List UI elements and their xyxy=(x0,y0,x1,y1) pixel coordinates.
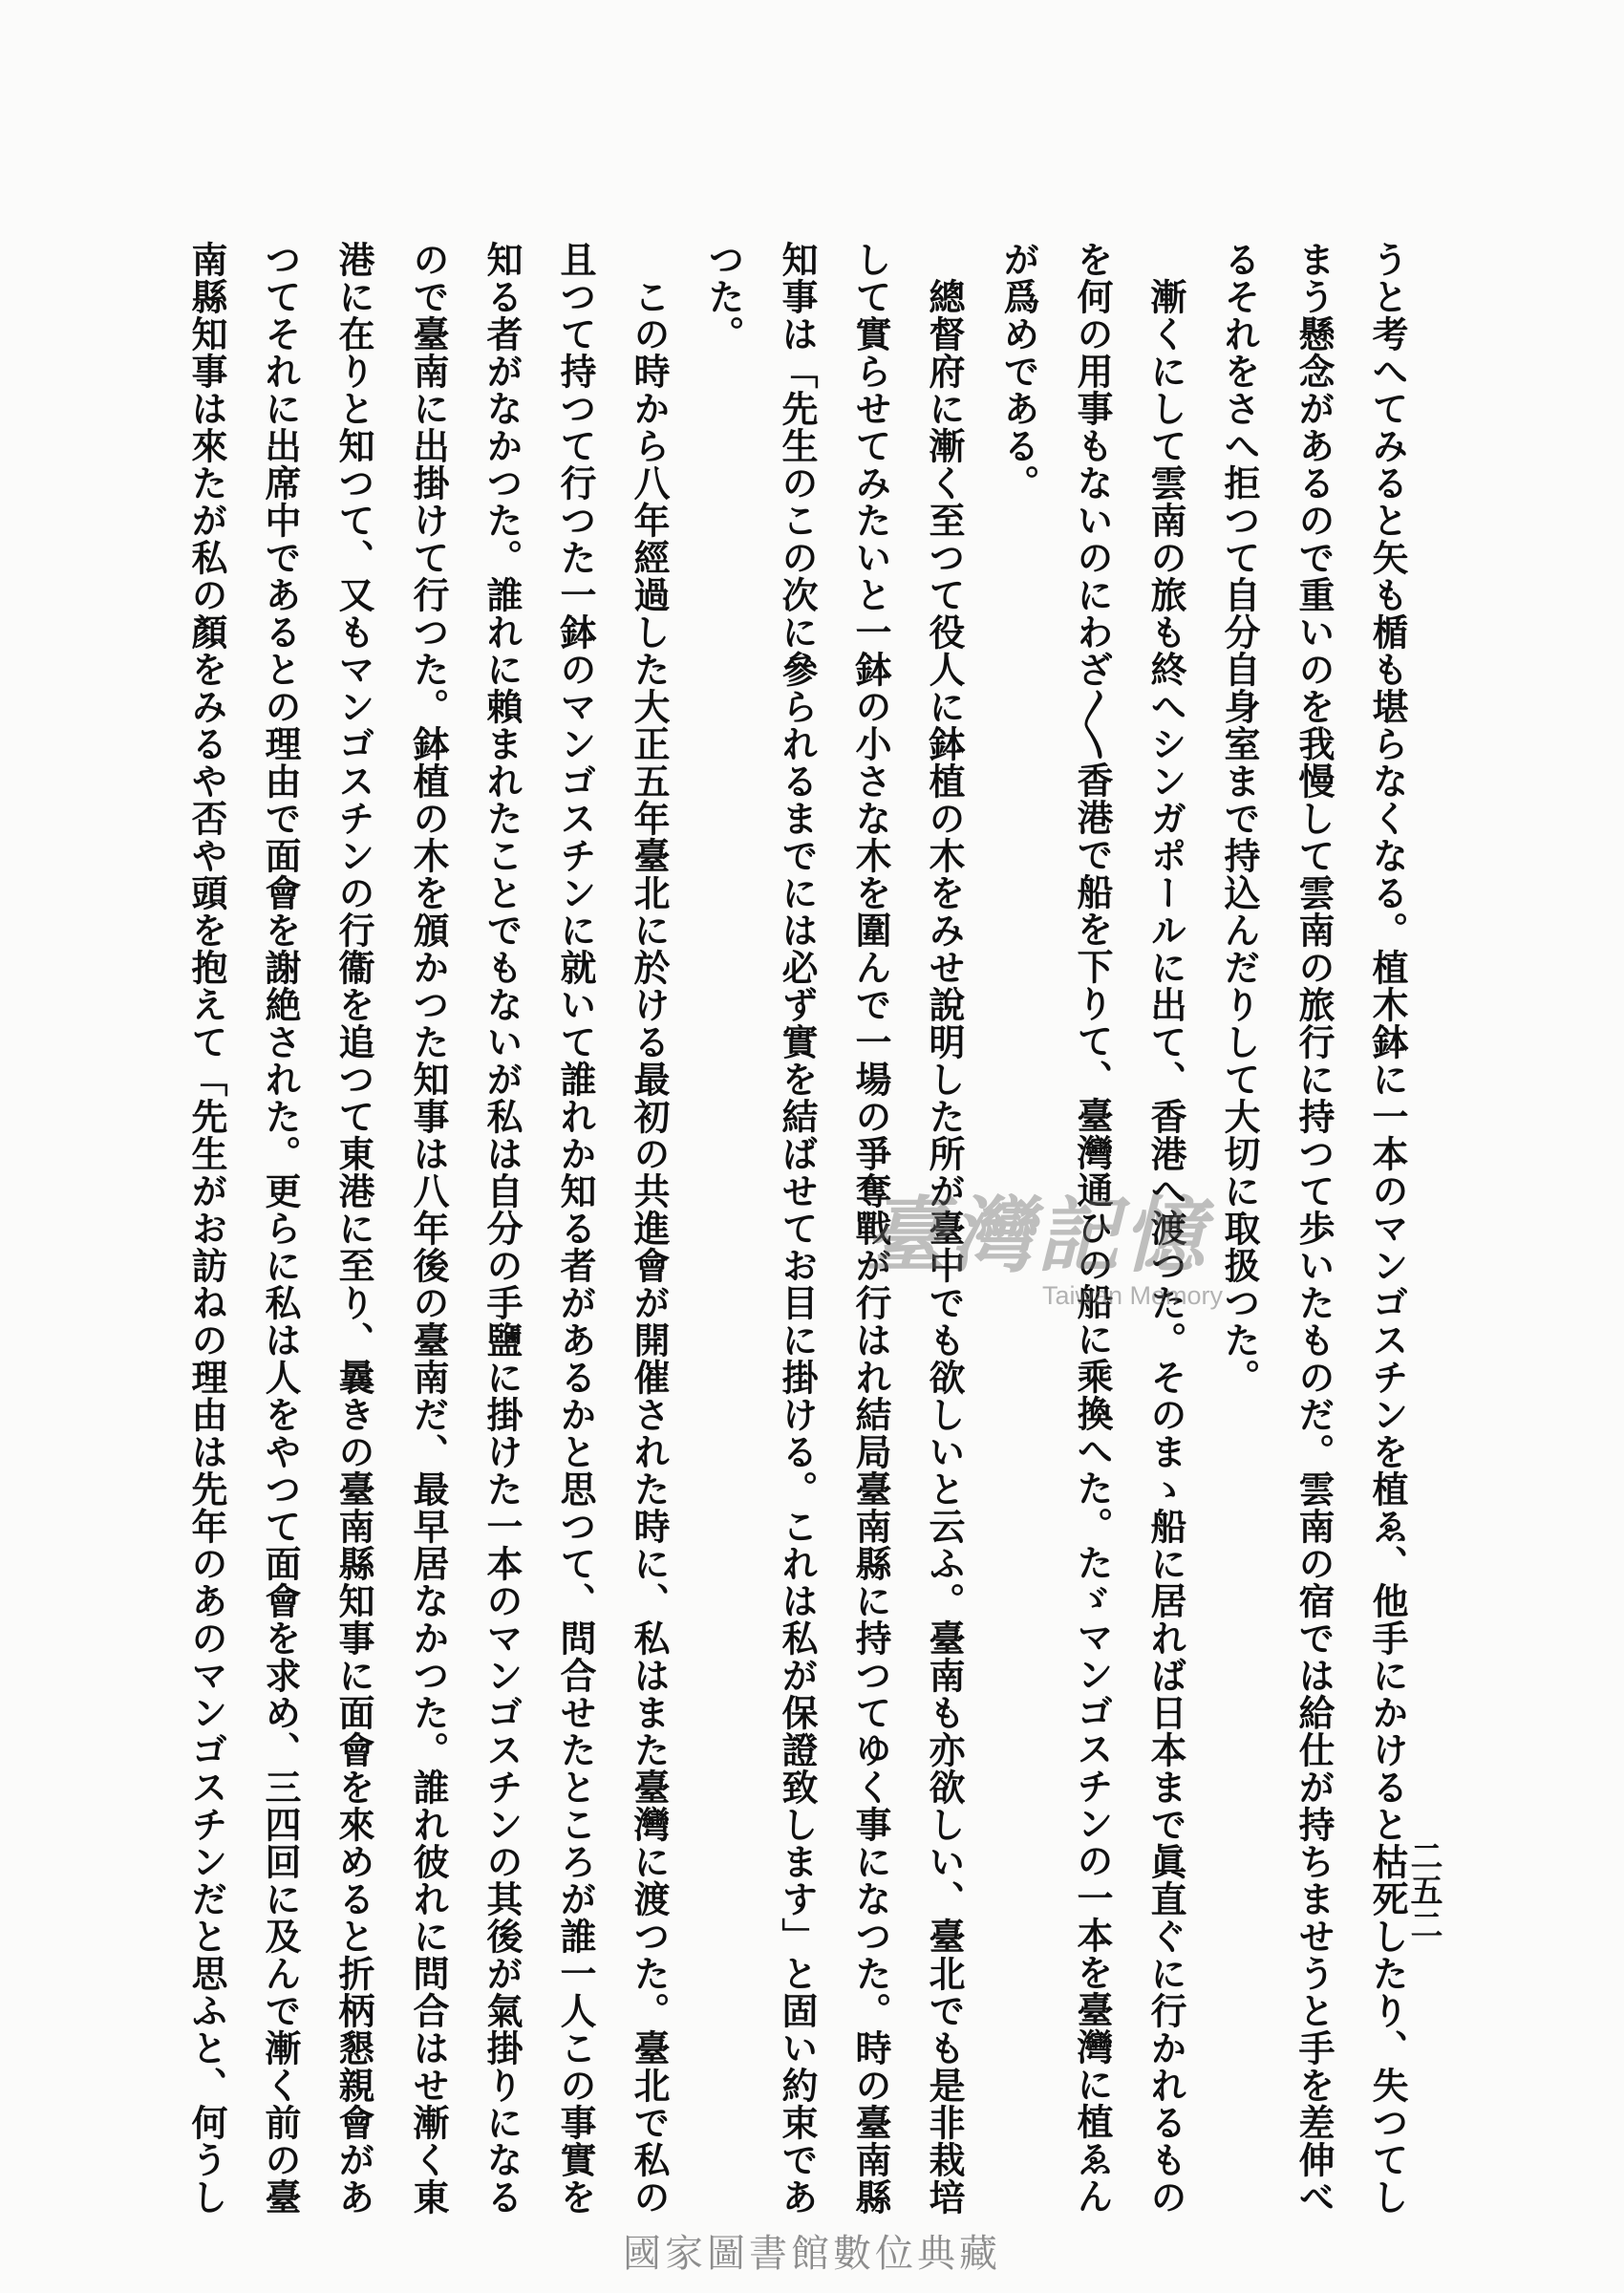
text-column: ので臺南に出掛けて行つた。鉢植の木を頒かつた知事は八年後の臺南だ、最早居なかつた。誰れ彼れに問合はせ漸く東 xyxy=(407,241,450,2216)
text-column: 港に在りと知つて、又もマンゴスチンの行衞を追つて東港に至り、曩きの臺南縣知事に面會を來めると折柄懇親會があ xyxy=(332,241,375,2216)
text-column: まう懸念があるので重いのを我慢して雲南の旅行に持つて歩いたものだ。雲南の宿では給仕が持ちませうと手を差伸べ xyxy=(1293,241,1336,2216)
text-column: つてそれに出席中であるとの理由で面會を謝絶された。更らに私は人をやつて面會を求め、三四回に及んで漸く前の臺 xyxy=(259,241,302,2216)
text-column: 南縣知事は來たが私の顏をみるや否や頭を抱えて「先生がお訪ねの理由は先年のあのマンゴスチンだと思ふと、何うし xyxy=(185,241,228,2216)
watermark-subtitle: Taiwan Memory xyxy=(1042,1281,1224,1310)
text-column-paragraph-start: この時から八年經過した大正五年臺北に於ける最初の共進會が開催された時に、私はまた臺灣に渡つた。臺北で私の xyxy=(628,278,671,2216)
footer-credit: 國家圖書館數位典藏 xyxy=(623,2232,1001,2276)
text-column: 且つて持つて行つた一鉢のマンゴスチンに就いて誰れか知る者があるかと思つて、問合せたところが誰一人この事實を xyxy=(554,241,597,2216)
text-column: 知事は「先生のこの次に參られるまでには必ず實を結ばせてお目に掛ける。これは私が保證致します」と固い約束であ xyxy=(776,241,819,2216)
text-column: つた。 xyxy=(702,241,745,353)
text-column: して實らせてみたいと一鉢の小さな木を圍んで一場の爭奪戰が行はれ結局臺南縣に持つてゆく事になつた。時の臺南縣 xyxy=(849,241,892,2216)
text-column-paragraph-start: 漸くにして雲南の旅も終へシンガポールに出て、香港へ渡つた。そのまゝ船に居れば日本まで眞直ぐに行かれるもの xyxy=(1144,278,1187,2216)
text-column: うと考へてみると矢も楯も堪らなくなる。植木鉢に一本のマンゴスチンを植ゑ、他手にかけると枯死したり、失つてし xyxy=(1366,241,1409,2216)
text-column-paragraph-start: 總督府に漸く至つて役人に鉢植の木をみせ說明した所が臺中でも欲しいと云ふ。臺南も亦欲しい、臺北でも是非栽培 xyxy=(923,278,966,2216)
page-number: 二五二 xyxy=(1404,1839,1442,1942)
watermark-title: 臺灣記憶 xyxy=(865,1188,1208,1284)
text-column: を何の用事もないのにわざ〳〵香港で船を下りて、臺灣通ひの船に乘換へた。たゞマンゴスチンの一本を臺灣に植ゑん xyxy=(1071,241,1114,2215)
text-column: が爲めである。 xyxy=(997,241,1040,502)
text-column: るそれをさへ拒つて自分自身室まで持込んだりして大切に取扱つた。 xyxy=(1218,241,1261,1396)
text-column: 知る者がなかつた。誰れに賴まれたことでもないが私は自分の手鹽に掛けた一本のマンゴスチンの其後が氣掛りになる xyxy=(481,241,524,2216)
